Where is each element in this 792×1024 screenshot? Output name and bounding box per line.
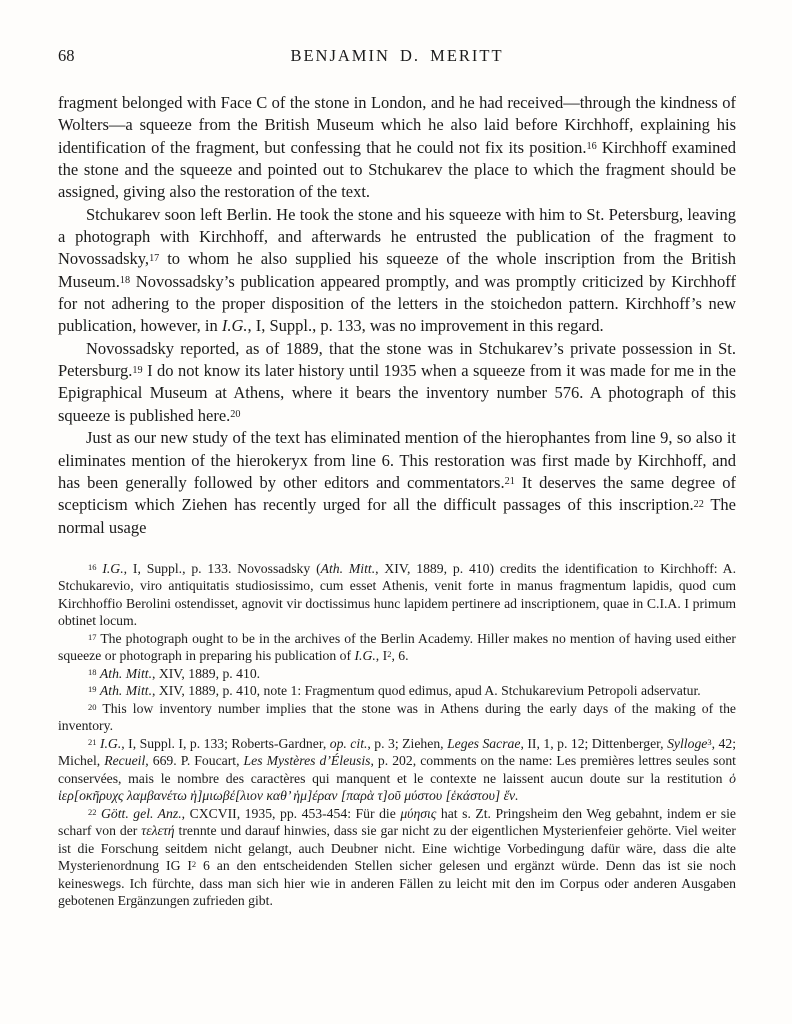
footnote-21: $^{21}$ I.G., I, Suppl. I, p. 133; Roberts-Gardner, op. cit., p. 3; Ziehen, Leges Sacrae, II, 1, p. 12; Dittenberger, Sylloge$^3$, 42; Michel, Recueil, 669. P. Foucart, Les Mystères d’Éleusis, p. 202, comments on the name: Les premières lettres seules sont conservées, mais le nombre des caractères qui manquent et le contexte ne laissent aucun doute sur la restitution ὁ ἱερ[οκῆρυχς λαμβανέτω ἡ]μιωβέ[λιον καθ’ ἡμ]έραν [παρὰ τ]οῦ μύστου [ἑκάστου] ἕν. [58,735,737,804]
body-paragraph: Just as our new study of the text has eliminated mention of the hierophantes from line 9, so also it eliminates mention of the hierokeryx from line 6. This restoration was first made by Kirchhoff, and has been generally followed by other editors and commentators.$^{21}$ It deserves the same degree of scepticism which Ziehen has recently urged for all the difficult passages of this inscription.$^{22}$ The normal usage [58,428,736,537]
body-text [58,92,736,539]
footnote-22: $^{22}$ Gött. gel. Anz., CXCVII, 1935, pp. 453-454: Für die μύησις hat s. Zt. Pringsheim den Weg gebahnt, indem er sie scharf von der τελετή trennte und darauf hinwies, dass sie gar nicht zu der eigentlichen Mysterienfeier gehörte. Viel weiter ist die Forschung seitdem nicht gelangt, auch Deubner nicht. Eine wichtige Vorbedingung dafür wäre, dass die alte Mysterienordnung IG $I^2$ 6 an den entscheidenden Stellen sicher gelesen und ergänzt würde. Denn das ist sie noch keineswegs. Ich fürchte, dass man sich hier wie in anderen Fällen zu leicht mit den im Corpus oder anderen Ausgaben gebotenen Ergänzungen zufrieden gibt. [58,805,736,909]
footnote-19: $^{19}$ Ath. Mitt., XIV, 1889, p. 410, note 1: Fragmentum quod edimus, apud A. Stchukarevium Petropoli adservatur. [88,683,701,699]
footnote-17: $^{17}$ The photograph ought to be in the archives of the Berlin Academy. Hiller makes no mention of having used either squeeze or photograph in preparing his publication of I.G., $I^2$, 6. [58,630,736,664]
body-paragraph: fragment belonged with Face C of the stone in London, and he had received—through the kindness of Wolters—a squeeze from the British Museum which he also laid before Kirchhoff, explaining his identification of the fragment, but confessing that he could not fix its position.$^{16}$ Kirchhoff examined the stone and the squeeze and pointed out to Stchukarev the place to which the fragment should be assigned, giving also the restoration of the text. [58,93,736,202]
footnote-20: $^{20}$ This low inventory number implies that the stone was in Athens during the early days of the making of the inventory. [58,700,736,734]
body-paragraph: Novossadsky reported, as of 1889, that the stone was in Stchukarev’s private possession in St. Petersburg.$^{19}$ I do not know its later history until 1935 when a squeeze from it was made for me in the Epigraphical Museum at Athens, where it bears the inventory number 576. A photograph of this squeeze is published here.$^{20}$ [58,338,736,425]
page-number: 68 [58,46,75,65]
footnotes-section [58,560,736,910]
body-paragraph: Stchukarev soon left Berlin. He took the stone and his squeeze with him to St. Petersburg, leaving a photograph with Kirchhoff, and afterwards he entrusted the publication of the fragment to Novossadsky,$^{17}$ to whom he also supplied his squeeze of the whole inscription from the British Museum.$^{18}$ Novossadsky’s publication appeared promptly, and was promptly criticized by Kirchhoff for not adhering to the proper disposition of the letters in the stoichedon pattern. Kirchhoff’s new publication, however, in I.G., I, Suppl., p. 133, was no improvement in this regard. [58,204,736,336]
running-header [58,46,736,68]
footnote-18: $^{18}$ Ath. Mitt., XIV, 1889, p. 410. [88,665,261,681]
running-header-title: BENJAMIN D. MERITT [290,46,504,65]
footnote-16: $^{16}$ I.G., I, Suppl., p. 133. Novossadsky (Ath. Mitt., XIV, 1889, p. 410) credits the identification to Kirchhoff: A. Stchukarevio, viro antiquitatis studiosissimo, cum esset Athenis, venit forte in manus fragmentum lapidis, quod cum Kirchhoffio Berolini ostendisset, agnovit vir doctissimus hunc lapidem pertinere ad inscriptionem, quae in C.I.A. I primum obtinet locum. [58,560,736,629]
